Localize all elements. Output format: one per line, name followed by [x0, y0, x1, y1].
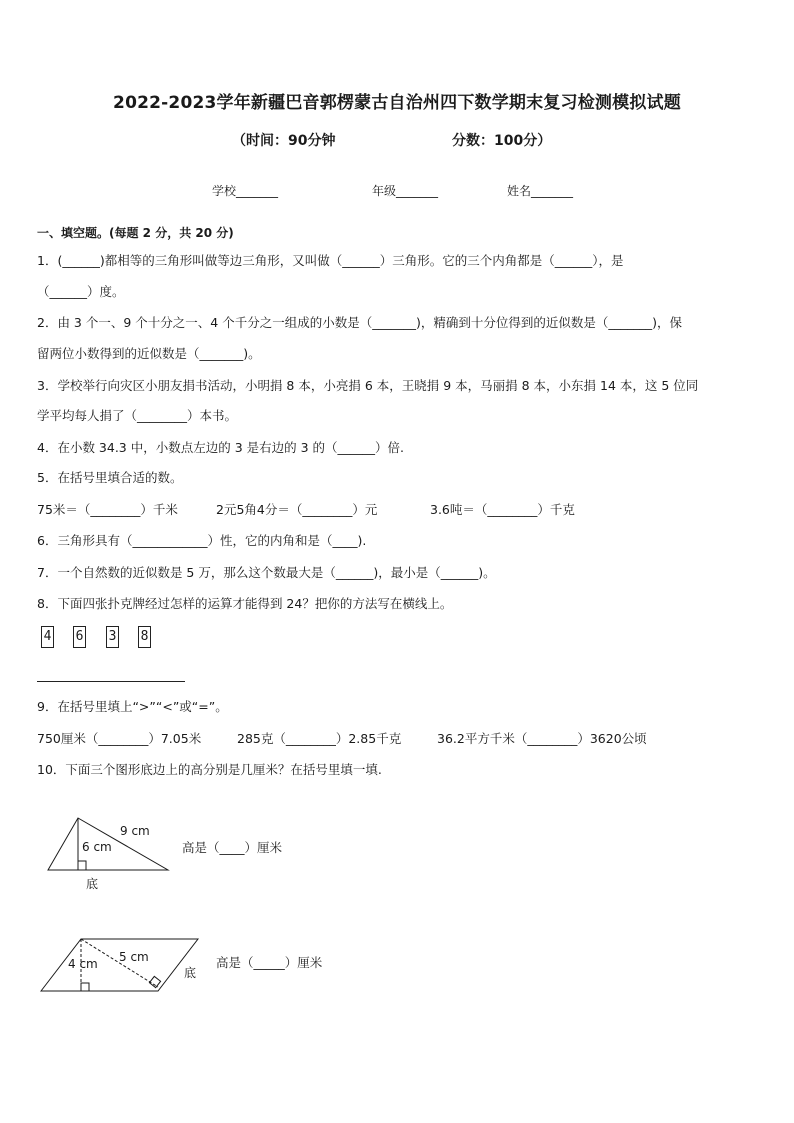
- question-3-line-1: 3．学校举行向灾区小朋友捐书活动，小明捐 8 本，小亮捐 6 本，王晓捐 9 本，马丽捐 8 本，小东捐 14 本，这 5 位同: [37, 378, 699, 393]
- right-angle-mark: [149, 976, 160, 987]
- question-4: 4．在小数 34.3 中，小数点左边的 3 是右边的 3 的（______）倍.: [37, 440, 405, 455]
- poker-card: 4: [41, 626, 54, 648]
- question-9-a: 750厘米（________）7.05米: [37, 731, 202, 746]
- question-9-c: 36.2平方千米（________）3620公顷: [437, 731, 647, 746]
- parallelogram-figure: [36, 935, 206, 997]
- question-2-line-2: 留两位小数得到的近似数是（_______)。: [37, 346, 261, 361]
- question-1-line-1: 1．(______)都相等的三角形叫做等边三角形，又叫做（______）三角形。它的三个内角都是（______），是: [37, 253, 624, 268]
- parallelogram-height-label: 4 cm: [68, 957, 98, 971]
- triangle-height-answer: 高是（____）厘米: [182, 840, 283, 855]
- triangle-side-label: 9 cm: [120, 824, 150, 838]
- poker-card: 6: [73, 626, 86, 648]
- question-3-line-2: 学平均每人捐了（________）本书。: [37, 408, 238, 423]
- grade-field: 年级_______: [372, 184, 439, 198]
- section-heading: 一、填空题。(每题 2 分，共 20 分): [37, 226, 234, 240]
- parallelogram-height-answer: 高是（_____）厘米: [216, 955, 323, 970]
- parallelogram-diagonal-label: 5 cm: [119, 950, 149, 964]
- parallelogram-outline: [41, 939, 198, 991]
- triangle-base-label: 底: [86, 877, 99, 891]
- exam-time: （时间：90分钟: [232, 133, 336, 149]
- question-7: 7．一个自然数的近似数是 5 万，那么这个数最大是（______)，最小是（______)。: [37, 565, 496, 580]
- answer-line: [37, 681, 185, 682]
- triangle-figure: [40, 810, 180, 895]
- school-field: 学校_______: [212, 184, 279, 198]
- parallelogram-base-label: 底: [184, 966, 197, 980]
- question-5-c: 3.6吨＝（________）千克: [430, 502, 575, 517]
- name-field: 姓名_______: [507, 184, 574, 198]
- poker-card: 3: [106, 626, 119, 648]
- right-angle-mark: [81, 983, 89, 991]
- question-6: 6．三角形具有（____________）性，它的内角和是（____).: [37, 533, 367, 548]
- question-9: 9．在括号里填上“>”“<”或“=”。: [37, 699, 228, 714]
- poker-card: 8: [138, 626, 151, 648]
- question-8: 8．下面四张扑克牌经过怎样的运算才能得到 24？把你的方法写在横线上。: [37, 596, 453, 611]
- question-5-b: 2元5角4分＝（________）元: [216, 502, 378, 517]
- question-5-a: 75米＝（________）千米: [37, 502, 178, 517]
- question-9-b: 285克（________）2.85千克: [237, 731, 402, 746]
- page-title: 2022-2023学年新疆巴音郭楞蒙古自治州四下数学期末复习检测模拟试题: [113, 93, 681, 113]
- exam-score: 分数：100分）: [452, 133, 552, 149]
- question-5: 5．在括号里填合适的数。: [37, 470, 183, 485]
- question-1-line-2: （______）度。: [37, 284, 125, 299]
- right-angle-mark: [78, 861, 86, 870]
- question-2-line-1: 2．由 3 个一、9 个十分之一、4 个千分之一组成的小数是（_______)，精确到十分位得到的近似数是（_______)，保: [37, 315, 682, 330]
- triangle-height-label: 6 cm: [82, 840, 112, 854]
- question-10: 10．下面三个图形底边上的高分别是几厘米？在括号里填一填.: [37, 762, 382, 777]
